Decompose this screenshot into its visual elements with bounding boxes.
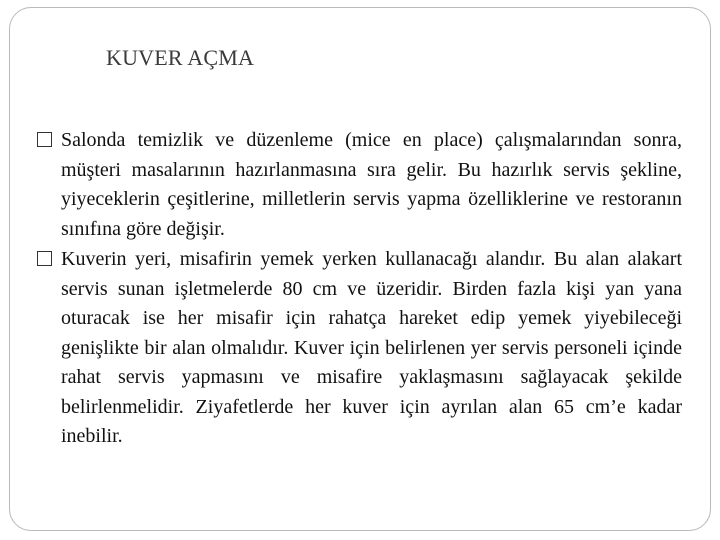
checkbox-bullet-icon (37, 251, 52, 266)
bullet-text: Salonda temizlik ve düzenleme (mice en place) çalışmalarından sonra, müşteri masalarının hazırlanmasına sıra gelir. Bu hazırlık servis şekline, yiyeceklerin çeşitlerine, milletlerin servis yapma özelliklerine ve restoranın sınıfına göre değişir. (61, 129, 682, 240)
bullet-text: Kuverin yeri, misafirin yemek yerken kullanacağı alandır. Bu alan alakart servis sunan işletmelerde 80 cm ve üzeridir. Birden fazla kişi yan yana oturacak ise her misafir için rahatça hareket edip yemek yiyebileceği genişlikte bir alan olmalıdır. Kuver için belirlenen yer servis personeli içinde rahat servis yapmasını ve misafire yaklaşmasını sağlayacak şekilde belirlenmelidir. Ziyafetlerde her kuver için ayrılan alan 65 cm’e kadar inebilir. (61, 248, 682, 447)
bullet-list (36, 126, 682, 453)
checkbox-bullet-icon (37, 132, 52, 147)
bullet-item (36, 245, 682, 452)
slide-title: KUVER AÇMA (106, 45, 255, 70)
bullet-item (36, 126, 682, 244)
slide-frame (9, 7, 711, 531)
